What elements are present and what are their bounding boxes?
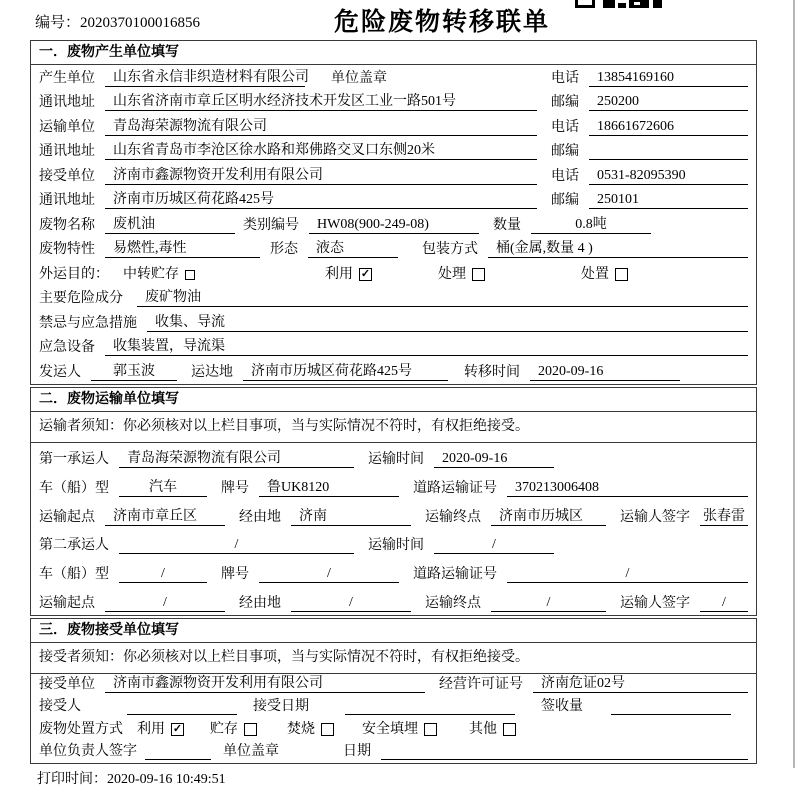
row-waste-traits: [31, 237, 756, 262]
packing-field: 桶(金属,数量 4 ): [488, 241, 748, 258]
row-disposal-method: [31, 718, 756, 740]
transfer-time-label: 转移时间: [464, 364, 520, 380]
transporter-left: [39, 119, 551, 136]
dispatcher-label: 发运人: [39, 364, 81, 380]
section2-rows: [31, 443, 756, 615]
transport-time-label: 运输时间: [368, 538, 424, 554]
producer-phone-field: 13854169160: [589, 70, 748, 87]
transit-storage-checkbox: [185, 270, 195, 280]
row-producer-address: [31, 90, 756, 115]
emergency-measures-field: 收集、导流: [147, 315, 748, 332]
vehicle1-license-field: 370213006408: [507, 480, 748, 497]
row-transporter-address: [31, 139, 756, 164]
acceptor-label: 接受人: [39, 699, 81, 715]
row-responsible-signature: [31, 741, 756, 763]
destination-field: 济南市历城区荷花路425号: [243, 364, 448, 381]
manifest-form: [30, 40, 757, 788]
row-emergency-measures: [31, 310, 756, 335]
row-dispatch: [31, 359, 756, 384]
receiver-zip-field: 250101: [589, 192, 748, 209]
row-waste-name: [31, 212, 756, 237]
option-other-label: 其他: [469, 721, 497, 737]
emergency-equipment-label: 应急设备: [39, 340, 95, 355]
receiver-notice: 接受者须知：你必须核对以上栏目事项，当与实际情况不符时，有权拒绝接受。: [31, 643, 756, 674]
section1-title: 一．废物产生单位填写: [31, 41, 756, 65]
producer-label: 产生单位: [39, 70, 95, 86]
carrier-signature-label: 运输人签字: [620, 509, 690, 525]
receiver-address-field: 济南市历城区荷花路425号: [105, 192, 537, 209]
form-label: 形态: [270, 242, 298, 257]
producer-name-field: 山东省永信非织造材料有限公司: [105, 70, 305, 87]
road-license-label: 道路运输证号: [413, 480, 497, 496]
disposal-utilize-checkbox: ✓: [172, 722, 183, 735]
vehicle2-type-field: /: [119, 566, 207, 583]
address-label: 通讯地址: [39, 193, 95, 208]
accept-date-label: 接受日期: [253, 699, 309, 715]
receiver-phone-field: 0531-82095390: [589, 168, 748, 185]
address-label: 通讯地址: [39, 95, 95, 110]
transporter-notice: 运输者须知：你必须核对以上栏目事项，当与实际情况不符时，有权拒绝接受。: [31, 412, 756, 443]
received-quantity-field: [611, 714, 731, 715]
waste-traits-field: 易燃性,毒性: [105, 241, 260, 258]
row-producer: [31, 65, 756, 90]
row-receiver: [31, 163, 756, 188]
address-label: 通讯地址: [39, 144, 95, 159]
receiver-left: [39, 168, 551, 185]
serial-value: 2020370100016856: [80, 15, 201, 31]
route1-via-field: 济南: [291, 509, 411, 526]
print-time-label: 打印时间：: [37, 771, 107, 787]
utilize-checkbox: ✓: [360, 267, 371, 280]
responsible-signature-label: 单位负责人签字: [39, 743, 137, 759]
route2-start-field: /: [105, 595, 225, 612]
option-utilize-label: 利用: [325, 266, 353, 282]
hazard-label: 主要危险成分: [39, 291, 123, 306]
emergency-measures-label: 禁忌与应急措施: [39, 315, 137, 331]
transport-time-label: 运输时间: [368, 452, 424, 468]
phone-label: 电话: [551, 168, 579, 184]
vehicle-type-label: 车（船）型: [39, 566, 109, 582]
section-producer: [30, 40, 757, 385]
qr-block: [653, 0, 662, 8]
zip-label: 邮编: [551, 144, 579, 159]
date-field: [381, 759, 748, 760]
section1-rows: [31, 65, 756, 384]
phone-label: 电话: [551, 119, 579, 135]
transporter-name-field: 青岛海荣源物流有限公司: [105, 119, 537, 136]
route-start-label: 运输起点: [39, 595, 95, 611]
category-code-field: HW08(900-249-08): [309, 217, 479, 234]
carrier1-field: 青岛海荣源物流有限公司: [119, 451, 354, 468]
quantity-field: 0.8吨: [531, 217, 651, 234]
option-landfill-label: 安全填埋: [362, 721, 418, 737]
disposal-landfill-checkbox: [424, 723, 437, 736]
row-hazard-component: [31, 286, 756, 311]
qr-block: [634, 2, 640, 5]
vehicle2-license-field: /: [507, 566, 748, 583]
form-field: 液态: [308, 241, 398, 258]
receiver-label: 接受单位: [39, 168, 95, 184]
producer-zip-field: 250200: [589, 94, 748, 111]
producer-address-left: [39, 94, 551, 111]
zip-label: 邮编: [551, 193, 579, 208]
purpose-label: 外运目的：: [39, 266, 109, 282]
carrier1-label: 第一承运人: [39, 452, 109, 468]
quantity-label: 数量: [493, 217, 521, 233]
producer-address-field: 山东省济南市章丘区明水经济技术开发区工业一路501号: [105, 94, 537, 111]
responsible-signature-field: [145, 759, 211, 760]
row-acceptance: [31, 696, 756, 718]
print-time-value: 2020-09-16 10:49:51: [107, 771, 226, 787]
vehicle2-plate-field: /: [259, 566, 399, 583]
row-route2: [31, 586, 756, 615]
operating-license-label: 经营许可证号: [439, 676, 523, 692]
route-end-label: 运输终点: [425, 509, 481, 525]
route2-end-field: /: [491, 595, 606, 612]
option-utilize-label: 利用: [137, 721, 165, 737]
section3-rows: [31, 674, 756, 763]
row-carrier2: [31, 529, 756, 558]
zip-label: 邮编: [551, 95, 579, 110]
transfer-time-field: 2020-09-16: [530, 364, 680, 381]
disposal-other-checkbox: [503, 723, 516, 736]
producer-left: [39, 70, 551, 87]
print-time: [37, 768, 757, 788]
transporter-address-left: [39, 143, 551, 160]
emergency-equipment-field: 收集装置，导流渠: [105, 339, 748, 356]
section-receiver: [30, 618, 757, 764]
carrier1-time-field: 2020-09-16: [434, 451, 554, 468]
page-edge-divider: [793, 0, 795, 768]
route1-signature-field: 张春雷: [700, 509, 748, 526]
waste-name-label: 废物名称: [39, 217, 95, 233]
received-quantity-label: 签收量: [541, 699, 583, 715]
section3-title: 三．废物接受单位填写: [31, 619, 756, 643]
transporter-address-field: 山东省青岛市李沧区徐水路和郑佛路交叉口东侧20米: [105, 143, 537, 160]
option-treat-label: 处理: [438, 266, 466, 282]
vehicle-type-label: 车（船）型: [39, 480, 109, 496]
section2-title: 二．废物运输单位填写: [31, 388, 756, 412]
carrier2-label: 第二承运人: [39, 538, 109, 554]
row-transporter: [31, 114, 756, 139]
serial-label: 编号：: [35, 15, 81, 31]
transporter-zip-field: [589, 159, 748, 160]
carrier2-time-field: /: [434, 537, 554, 554]
route2-signature-field: /: [700, 595, 748, 612]
row-transfer-purpose: [31, 261, 756, 286]
qr-block: [618, 3, 626, 8]
unit-seal-label: 单位盖章: [331, 70, 387, 86]
disposal-store-checkbox: [244, 723, 257, 736]
packing-label: 包装方式: [422, 242, 478, 257]
destination-label: 运达地: [191, 364, 233, 380]
route-end-label: 运输终点: [425, 595, 481, 611]
unit-seal-label: 单位盖章: [223, 743, 279, 759]
option-store-label: 贮存: [210, 721, 238, 737]
accept-date-field: [345, 714, 515, 715]
section-transport: [30, 387, 757, 616]
receiver-name-field: 济南市鑫源物资开发利用有限公司: [105, 168, 537, 185]
route1-end-field: 济南市历城区: [491, 509, 606, 526]
row-emergency-equipment: [31, 335, 756, 360]
acceptor-field: [127, 714, 237, 715]
option-incinerate-label: 焚烧: [287, 721, 315, 737]
carrier2-field: /: [119, 537, 354, 554]
qr-block: [603, 0, 615, 8]
transporter-phone-field: 18661672606: [589, 119, 748, 136]
operating-license-field: 济南危证02号: [533, 676, 748, 693]
waste-traits-label: 废物特性: [39, 242, 95, 257]
transporter-label: 运输单位: [39, 119, 95, 135]
serial-number: [35, 11, 200, 32]
date-label: 日期: [343, 743, 371, 759]
route1-start-field: 济南市章丘区: [105, 509, 225, 526]
qr-code-fragment: [575, 0, 665, 9]
receiving-unit-field: 济南市鑫源物资开发利用有限公司: [105, 676, 425, 693]
disposal-method-label: 废物处置方式: [39, 721, 123, 737]
vehicle1-type-field: 汽车: [119, 480, 207, 497]
disposal-incinerate-checkbox: [321, 723, 334, 736]
route-start-label: 运输起点: [39, 509, 95, 525]
treat-checkbox: [472, 268, 485, 281]
document-header: [0, 0, 796, 40]
option-dispose-label: 处置: [581, 266, 609, 282]
row-receiving-unit: [31, 674, 756, 696]
phone-label: 电话: [551, 70, 579, 86]
plate-label: 牌号: [221, 566, 249, 582]
category-code-label: 类别编号: [243, 217, 299, 233]
row-vehicle2: [31, 557, 756, 586]
row-receiver-address: [31, 188, 756, 213]
hazard-field: 废矿物油: [137, 290, 748, 307]
road-license-label: 道路运输证号: [413, 566, 497, 582]
receiving-unit-label: 接受单位: [39, 676, 95, 692]
qr-block: [575, 0, 595, 8]
dispatcher-field: 郭玉波: [91, 364, 177, 381]
row-vehicle1: [31, 471, 756, 500]
page-title: 危险废物转移联单: [333, 9, 550, 36]
route2-via-field: /: [291, 595, 411, 612]
plate-label: 牌号: [221, 480, 249, 496]
route-via-label: 经由地: [239, 595, 281, 611]
dispose-checkbox: [615, 268, 628, 281]
route-via-label: 经由地: [239, 509, 281, 525]
row-route1: [31, 500, 756, 529]
option-transit-storage-label: 中转贮存: [123, 266, 179, 282]
vehicle1-plate-field: 鲁UK8120: [259, 480, 399, 497]
receiver-address-left: [39, 192, 551, 209]
waste-name-field: 废机油: [105, 217, 235, 234]
carrier-signature-label: 运输人签字: [620, 595, 690, 611]
row-carrier1: [31, 443, 756, 472]
